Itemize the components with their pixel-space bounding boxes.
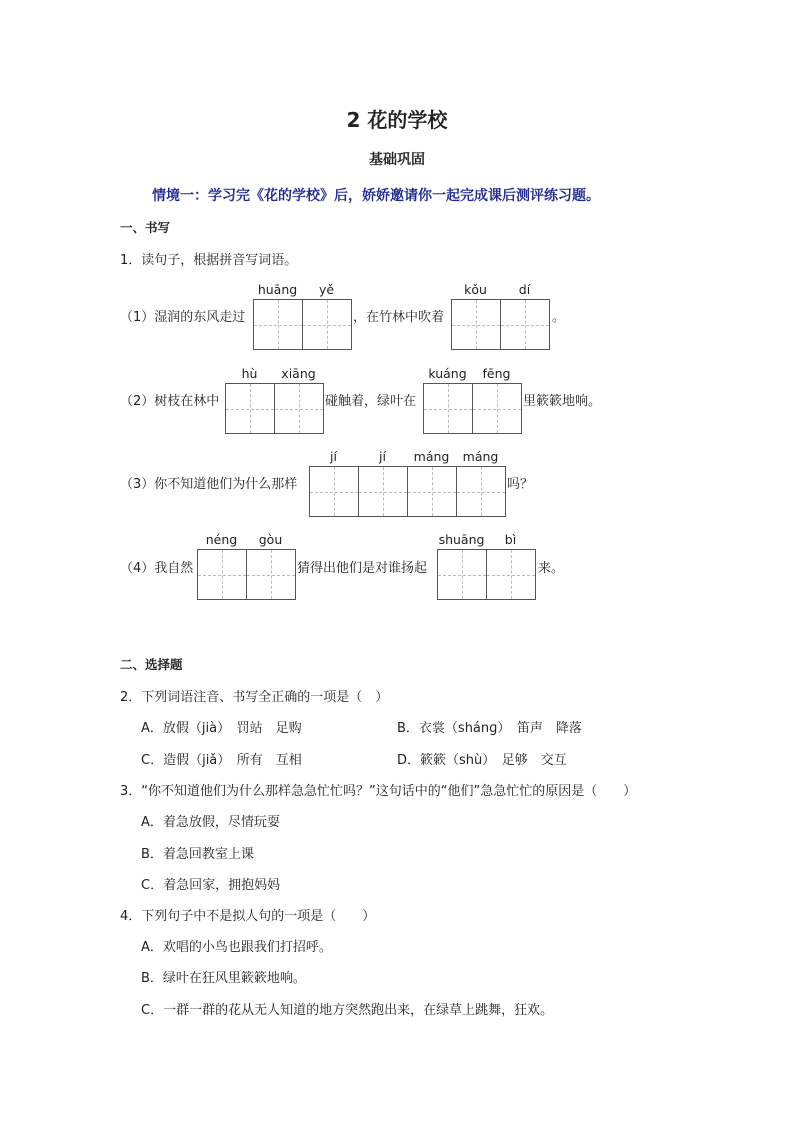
item-1-middle: ，在竹林中吹着: [353, 310, 445, 325]
item-2-suffix: 里簌簌地响。: [523, 394, 602, 409]
question-4-stem: 4．下列句子中不是拟人句的一项是（ ）: [120, 909, 376, 924]
question-2-option-c[interactable]: C．造假（jiǎ） 所有 互相: [141, 753, 302, 768]
scenario-text: 情境一：学习完《花的学校》后，娇娇邀请你一起完成课后测评练习题。: [152, 188, 600, 204]
question-2-option-d[interactable]: D．簌簌（shù） 足够 交互: [397, 753, 567, 768]
answer-grid-item-4a[interactable]: [197, 549, 296, 600]
pinyin-label: yě: [318, 282, 335, 297]
page-title: 2 花的学校: [346, 108, 448, 132]
question-1-stem: 1．读句子，根据拼音写词语。: [120, 253, 298, 268]
answer-grid-item-1b[interactable]: [451, 299, 550, 350]
pinyin-label: máng: [462, 449, 499, 464]
answer-grid-item-2b[interactable]: [423, 383, 522, 434]
question-2-stem: 2．下列词语注音、书写全正确的一项是（ ）: [120, 690, 389, 705]
item-2-prefix: （2）树枝在林中: [120, 394, 220, 409]
item-4-middle: 猜得出他们是对谁扬起: [297, 561, 428, 576]
pinyin-label: gòu: [258, 532, 283, 547]
section-subtitle: 基础巩固: [369, 152, 425, 168]
pinyin-label: shuāng: [438, 532, 485, 547]
question-3-option-b[interactable]: B．着急回教室上课: [141, 847, 254, 862]
answer-grid-item-1a[interactable]: [253, 299, 352, 350]
item-1-suffix: 。: [552, 310, 566, 325]
answer-grid-item-3[interactable]: [309, 466, 506, 517]
pinyin-label: fēng: [482, 366, 511, 381]
pinyin-label: hù: [241, 366, 258, 381]
item-4-suffix: 来。: [538, 561, 565, 576]
question-4-option-a[interactable]: A．欢唱的小鸟也跟我们打招呼。: [141, 940, 332, 955]
pinyin-label: néng: [205, 532, 238, 547]
item-1-prefix: （1）湿润的东风走过: [120, 310, 246, 325]
item-3-prefix: （3）你不知道他们为什么那样: [120, 477, 298, 492]
question-3-option-a[interactable]: A．着急放假，尽情玩耍: [141, 815, 280, 830]
pinyin-label: jí: [330, 449, 337, 464]
pinyin-label: huāng: [257, 282, 298, 297]
pinyin-label: kǒu: [464, 282, 487, 297]
answer-grid-item-2a[interactable]: [225, 383, 324, 434]
item-2-middle: 碰触着，绿叶在: [325, 394, 417, 409]
question-2-option-a[interactable]: A．放假（jià） 罚站 足购: [141, 721, 302, 736]
question-2-option-b[interactable]: B．衣裳（shánɡ） 笛声 降落: [397, 721, 582, 736]
pinyin-label: dí: [518, 282, 531, 297]
pinyin-label: jí: [379, 449, 386, 464]
item-4-prefix: （4）我自然: [120, 561, 194, 576]
question-4-option-c[interactable]: C．一群一群的花从无人知道的地方突然跑出来，在绿草上跳舞，狂欢。: [141, 1003, 554, 1018]
pinyin-label: bì: [504, 532, 517, 547]
section-heading-choice: 二、选择题: [120, 657, 183, 672]
pinyin-label: kuáng: [428, 366, 467, 381]
pinyin-label: xiāng: [281, 366, 316, 381]
question-3-option-c[interactable]: C．着急回家，拥抱妈妈: [141, 878, 281, 893]
section-heading-writing: 一、书写: [120, 220, 171, 235]
question-4-option-b[interactable]: B．绿叶在狂风里簌簌地响。: [141, 971, 306, 986]
item-3-suffix: 吗？: [507, 477, 534, 492]
pinyin-label: máng: [413, 449, 450, 464]
answer-grid-item-4b[interactable]: [437, 549, 536, 600]
question-3-stem: 3．“你不知道他们为什么那样急急忙忙吗？”这句话中的“他们”急急忙忙的原因是（ ）: [120, 784, 637, 799]
